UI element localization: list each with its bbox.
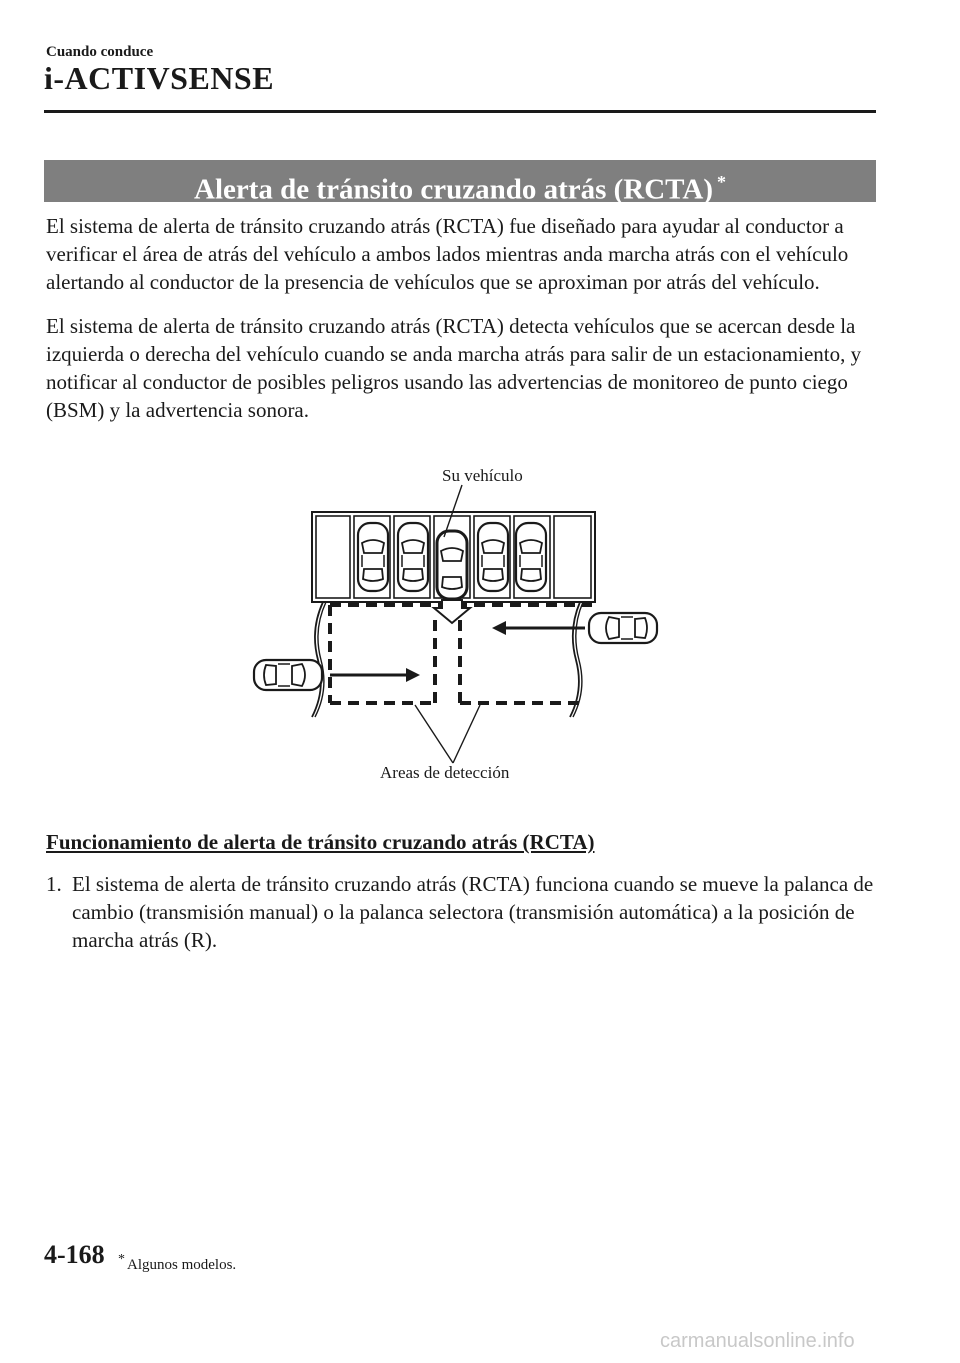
page-number: 4-168 xyxy=(44,1240,105,1269)
star-icon: * xyxy=(118,1252,125,1267)
list-text: El sistema de alerta de tránsito cruzando atrás (RCTA) funciona cuando se mueve la palanca de cambio (transmisión manual) o la palanca selectora (transmisión automática) a la posición de marcha atrás (R). xyxy=(72,872,874,952)
subheading: Funcionamiento de alerta de tránsito cruzando atrás (RCTA) xyxy=(46,830,595,854)
section-banner xyxy=(44,160,876,206)
chapter-label: Cuando conduce xyxy=(46,44,154,60)
list-item xyxy=(46,870,876,954)
own-vehicle xyxy=(437,531,467,599)
label-own-vehicle: Su vehículo xyxy=(442,466,523,485)
header-rule xyxy=(44,110,876,113)
watermark: carmanualsonline.info xyxy=(660,1330,855,1352)
paragraph-1: El sistema de alerta de tránsito cruzando atrás (RCTA) fue diseñado para ayudar al conductor a verificar el área de atrás del vehículo a ambos lados mientras anda marcha atrás con el vehículo alertando al conductor de la presencia de vehículos que se aproximan por atrás del vehículo. xyxy=(46,214,849,294)
footnote-text: Algunos modelos. xyxy=(127,1257,237,1273)
label-detection-areas: Areas de detección xyxy=(380,763,510,782)
footnote xyxy=(118,1252,236,1274)
rcta-diagram xyxy=(240,455,680,790)
list-number: 1. xyxy=(46,872,62,896)
paragraph-2: El sistema de alerta de tránsito cruzando atrás (RCTA) detecta vehículos que se acercan desde la izquierda o derecha del vehículo cuando se anda marcha atrás para salir de un estacionamiento, y notificar al conductor de posibles peligros usando las advertencias de monitoreo de punto ciego (BSM) y la advertencia sonora. xyxy=(46,314,862,422)
star-icon: * xyxy=(716,172,726,192)
banner-title: Alerta de tránsito cruzando atrás (RCTA) xyxy=(194,173,713,206)
section-title: i-ACTIVSENSE xyxy=(44,60,275,96)
